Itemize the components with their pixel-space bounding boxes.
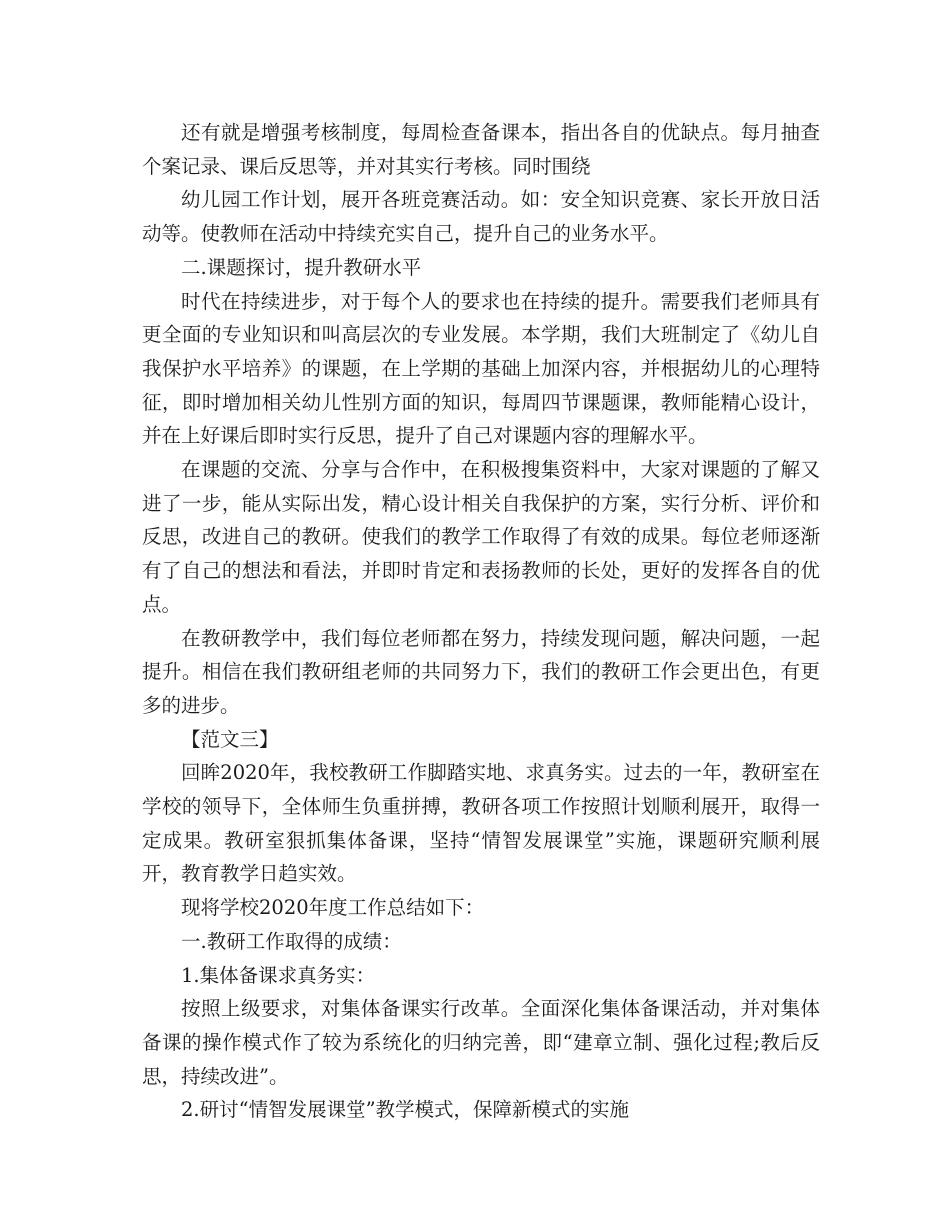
document-body (142, 116, 820, 1127)
paragraph: 现将学校2020年度工作总结如下： (181, 896, 485, 920)
section-heading: 二.课题探讨，提升教研水平 (181, 255, 422, 279)
paragraph: 在教研教学中，我们每位老师都在努力，持续发现问题，解决问题，一起提升。相信在我们教研组老师的共同努力下，我们的教研工作会更出色，有更多的进步。 (142, 626, 820, 717)
paragraph: 时代在持续进步，对于每个人的要求也在持续的提升。需要我们老师具有更全面的专业知识和叫高层次的专业发展。本学期，我们大班制定了《幼儿自我保护水平培养》的课题，在上学期的基础上加深内容，并根据幼儿的心理特征，即时增加相关幼儿性别方面的知识，每周四节课题课，教师能精心设计，并在上好课后即时实行反思，提升了自己对课题内容的理解水平。 (142, 289, 820, 448)
sample-heading: 【范文三】 (181, 727, 279, 751)
section-heading: 一.教研工作取得的成绩： (181, 929, 402, 953)
subsection-heading: 1.集体备课求真务实： (181, 963, 376, 987)
paragraph: 按照上级要求，对集体备课实行改革。全面深化集体备课活动，并对集体备课的操作模式作了较为系统化的归纳完善，即“建章立制、强化过程;教后反思，持续改进”。 (142, 997, 820, 1088)
subsection-heading: 2.研讨“情智发展课堂”教学模式，保障新模式的实施 (181, 1098, 630, 1122)
paragraph: 在课题的交流、分享与合作中，在积极搜集资料中，大家对课题的了解又进了一步，能从实际出发，精心设计相关自我保护的方案，实行分析、评价和反思，改进自己的教研。使我们的教学工作取得了有效的成果。每位老师逐渐有了自己的想法和看法，并即时肯定和表扬教师的长处，更好的发挥各自的优点。 (142, 458, 820, 616)
paragraph: 还有就是增强考核制度，每周检查备课本，指出各自的优缺点。每月抽查个案记录、课后反思等，并对其实行考核。同时围绕 (142, 121, 820, 178)
paragraph: 回眸2020年，我校教研工作脚踏实地、求真务实。过去的一年，教研室在学校的领导下，全体师生负重拼搏，教研各项工作按照计划顺利展开，取得一定成果。教研室狠抓集体备课，坚持“情智发展课堂”实施，课题研究顺利展开，教育教学日趋实效。 (142, 761, 820, 886)
paragraph: 幼儿园工作计划，展开各班竞赛活动。如：安全知识竞赛、家长开放日活动等。使教师在活动中持续充实自己，提升自己的业务水平。 (142, 188, 820, 246)
